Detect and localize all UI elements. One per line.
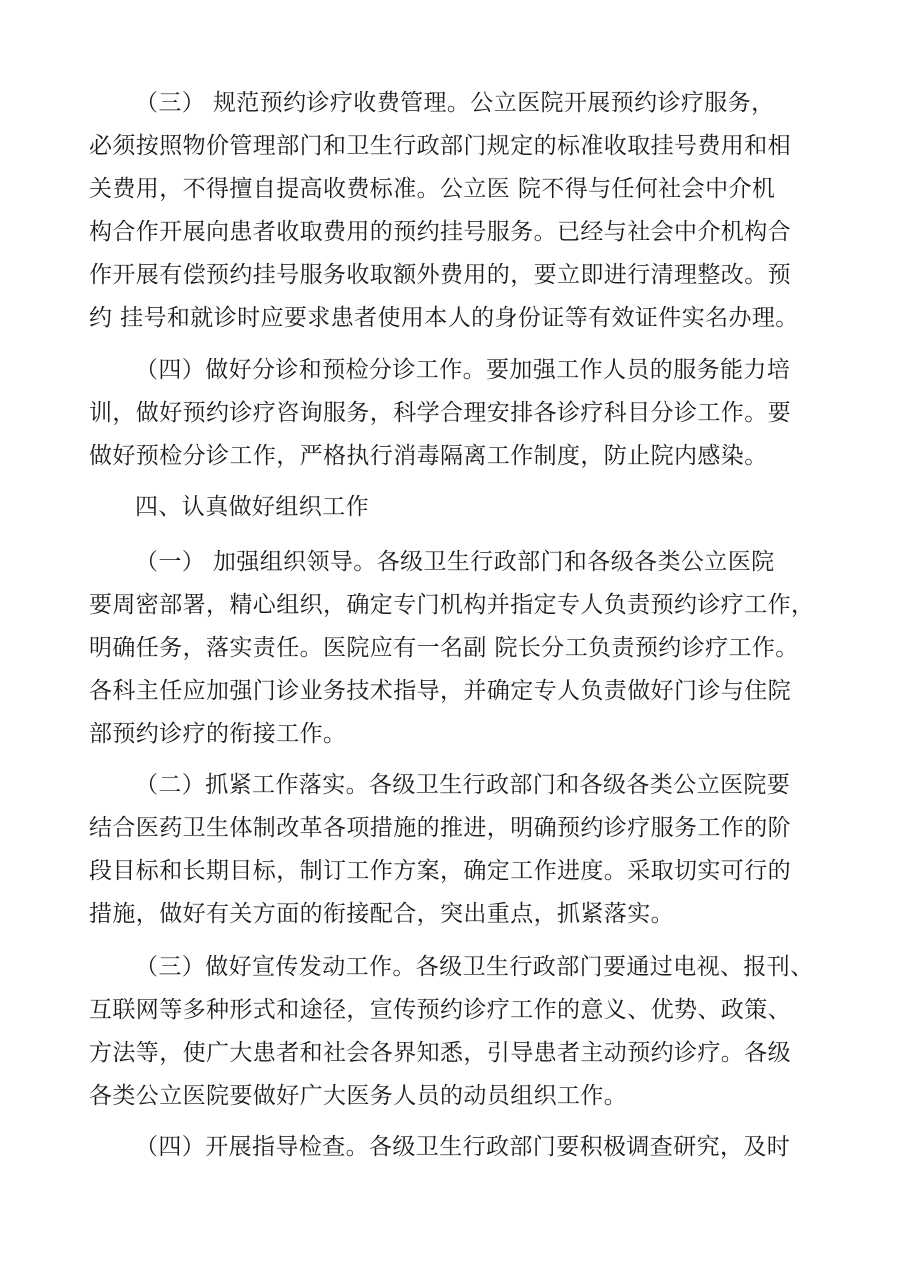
text-line: （三）做好宣传发动工作。各级卫生行政部门要通过电视、报刊、 [135, 954, 814, 980]
text-line: 各科主任应加强门诊业务技术指导，并确定专人负责做好门诊与住院 [89, 678, 791, 704]
text-line: 明确任务，落实责任。医院应有一名副 院长分工负责预约诊疗工作。 [89, 635, 799, 661]
text-line: 训，做好预约诊疗咨询服务，科学合理安排各诊疗科目分诊工作。要 [89, 400, 791, 426]
text-line: 方法等，使广大患者和社会各界知悉，引导患者主动预约诊疗。各级 [89, 1040, 791, 1066]
text-line: （三） 规范预约诊疗收费管理。公立医院开展预约诊疗服务， [135, 90, 775, 116]
text-line: （一） 加强组织领导。各级卫生行政部门和各级各类公立医院 [135, 549, 775, 575]
text-line: 作开展有偿预约挂号服务收取额外费用的，要立即进行清理整改。预 [89, 262, 791, 288]
text-line: （四）开展指导检查。各级卫生行政部门要积极调查研究，及时 [135, 1134, 791, 1160]
text-line: 要周密部署，精心组织，确定专门机构并指定专人负责预约诊疗工作， [89, 592, 815, 618]
text-line: （四）做好分诊和预检分诊工作。要加强工作人员的服务能力培 [135, 357, 791, 383]
text-line: 约 挂号和就诊时应要求患者使用本人的身份证等有效证件实名办理。 [89, 305, 799, 331]
text-line: 段目标和长期目标，制订工作方案，确定工作进度。采取切实可行的 [89, 858, 791, 884]
text-line: 关费用，不得擅自提高收费标准。公立医 院不得与任何社会中介机 [89, 176, 776, 202]
text-line: 各类公立医院要做好广大医务人员的动员组织工作。 [89, 1083, 628, 1109]
section-heading: 四、认真做好组织工作 [135, 494, 369, 520]
text-line: 部预约诊疗的衔接工作。 [89, 721, 347, 747]
text-line: 措施，做好有关方面的衔接配合，突出重点，抓紧落实。 [89, 901, 674, 927]
text-line: 互联网等多种形式和途径，宣传预约诊疗工作的意义、优势、政策、 [89, 997, 791, 1023]
text-line: 结合医药卫生体制改革各项措施的推进，明确预约诊疗服务工作的阶 [89, 815, 791, 841]
text-line: （二）抓紧工作落实。各级卫生行政部门和各级各类公立医院要 [135, 772, 791, 798]
text-line: 做好预检分诊工作，严格执行消毒隔离工作制度，防止院内感染。 [89, 443, 768, 469]
text-line: 必须按照物价管理部门和卫生行政部门规定的标准收取挂号费用和相 [89, 133, 791, 159]
text-line: 构合作开展向患者收取费用的预约挂号服务。已经与社会中介机构合 [89, 219, 791, 245]
